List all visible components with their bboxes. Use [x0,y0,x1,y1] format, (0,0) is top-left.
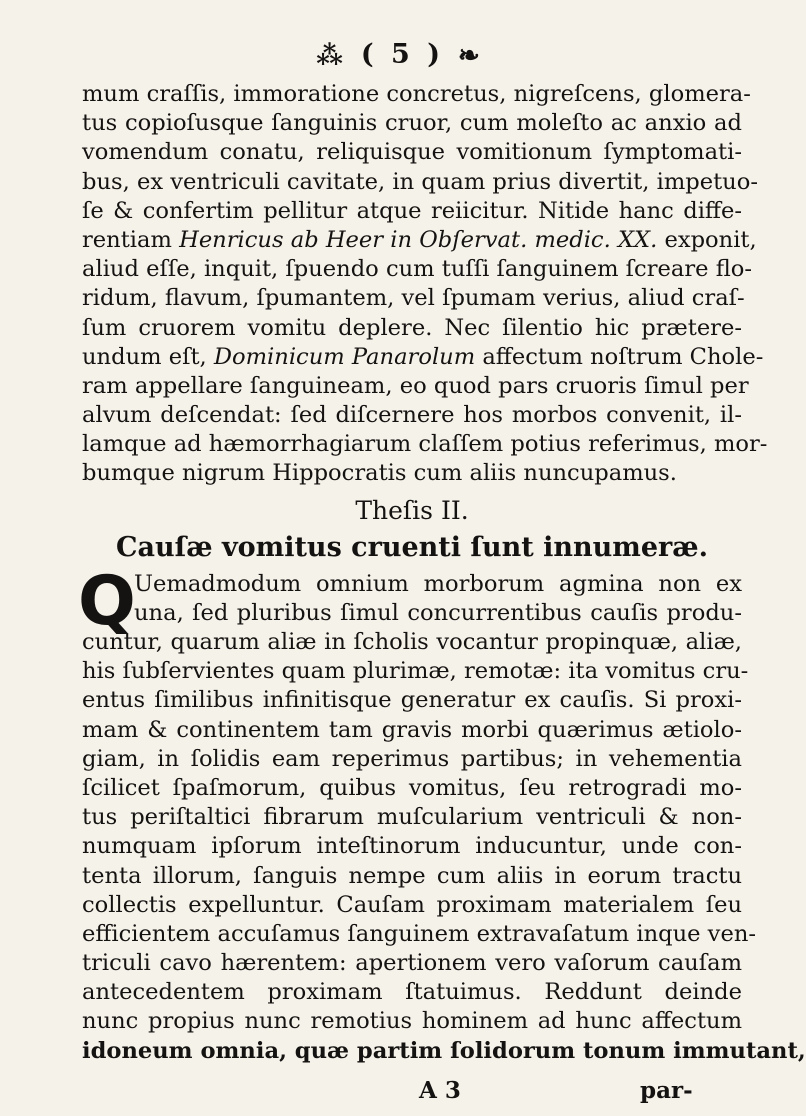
drop-cap: Q [78,561,136,641]
text-span: undum eſt, [82,343,214,370]
catchword: par- [640,1077,693,1104]
text-line: nunc propius nunc remotius hominem ad hunc affectum [82,1008,742,1035]
text-line [82,226,757,255]
text-line: efficientem accuſamus ſanguinem extravaſatum inque ven- [82,920,757,947]
text-line: bumque nigrum Hippocratis cum aliis nuncupamus. [82,460,677,487]
text-line: bus, ex ventriculi cavitate, in quam prius divertit, impetuo- [82,168,758,195]
text-line: cuntur, quarum aliæ in ſcholis vocantur propinquæ, aliæ, [82,629,742,655]
text-line: giam, in ſolidis eam reperimus partibus; in vehementia [82,745,742,772]
text-line: mum craſſis, immoratione concretus, nigreſcens, glomera- [82,81,751,107]
text-line: ram appellare ſanguineam, eo quod pars cruoris ſimul per [82,372,749,399]
text-block [78,80,806,1066]
ornament-left-icon: ⁂ [316,40,347,71]
thesis-title: Theſis II. [355,495,469,525]
text-line: numquam ipſorum inteſtinorum inducuntur, unde con- [82,833,742,860]
text-line: ridum, flavum, ſpumantem, vel ſpumam verius, aliud craſ- [82,285,745,312]
page-number: ( 5 ) [360,39,444,70]
text-span: rentiam [82,226,180,253]
text-line: vomendum conatu, reliquisque vomitionum ſymptomati- [82,139,742,166]
text-line: antecedentem proximam ſtatuimus. Reddunt deinde [82,979,742,1006]
text-span: exponit, [657,226,757,253]
text-line: triculi cavo hærentem: apertionem vero vaſorum cauſam [82,950,742,977]
section-title: Cauſæ vomitus cruenti ſunt innumeræ. [115,531,708,563]
text-line: ſcilicet ſpaſmorum, quibus vomitus, ſeu retrogradi mo- [82,774,742,801]
text-line: ſum cruorem vomitu deplere. Nec ſilentio hic prætere- [82,314,742,341]
paragraph-2 [78,561,806,1066]
text-line: mam & continentem tam gravis morbi quærimus ætiolo- [82,716,742,743]
text-line: tenta illorum, ſanguis nempe cum aliis in eorum tractu [82,862,742,889]
text-line: Uemadmodum omnium morborum agmina non ex [134,570,742,597]
text-line: entus ſimilibus infinitisque generatur ex cauſis. Si proxi- [82,687,742,714]
signature-mark: A 3 [419,1077,461,1104]
running-head [0,38,800,73]
text-line: aliud eſſe, inquit, ſpuendo cum tuſſi ſanguinem ſcreare flo- [82,256,753,283]
text-line: idoneum omnia, quæ partim ſolidorum tonum immutant, [82,1037,806,1064]
paragraph-1 [82,80,768,489]
text-line: lamque ad hæmorrhagiarum claſſem potius referimus, mor- [82,431,768,458]
text-line: tus periſtaltici fibrarum muſcularium ventriculi & non- [82,804,742,831]
citation-italic: Dominicum Panarolum [213,343,476,370]
citation-italic: Henricus ab Heer in Obſervat. medic. XX. [179,226,658,253]
text-span: affectum noſtrum Chole- [475,343,764,370]
text-line: alvum deſcendat: ſed diſcernere hos morbos convenit, il- [82,402,742,429]
text-line: collectis expelluntur. Cauſam proximam materialem ſeu [82,891,742,918]
text-line: his ſubſervientes quam plurimæ, remotæ: ita vomitus cru- [82,658,749,685]
text-line: tus copioſusque ſanguinis cruor, cum moleſto ac anxio ad [82,110,742,137]
text-line [82,343,764,372]
text-line: ſe & confertim pellitur atque reiicitur. Nitide hanc diffe- [82,197,742,224]
text-line: una, ſed pluribus ſimul concurrentibus cauſis produ- [134,599,742,626]
ornament-right-icon: ❧ [457,40,484,71]
